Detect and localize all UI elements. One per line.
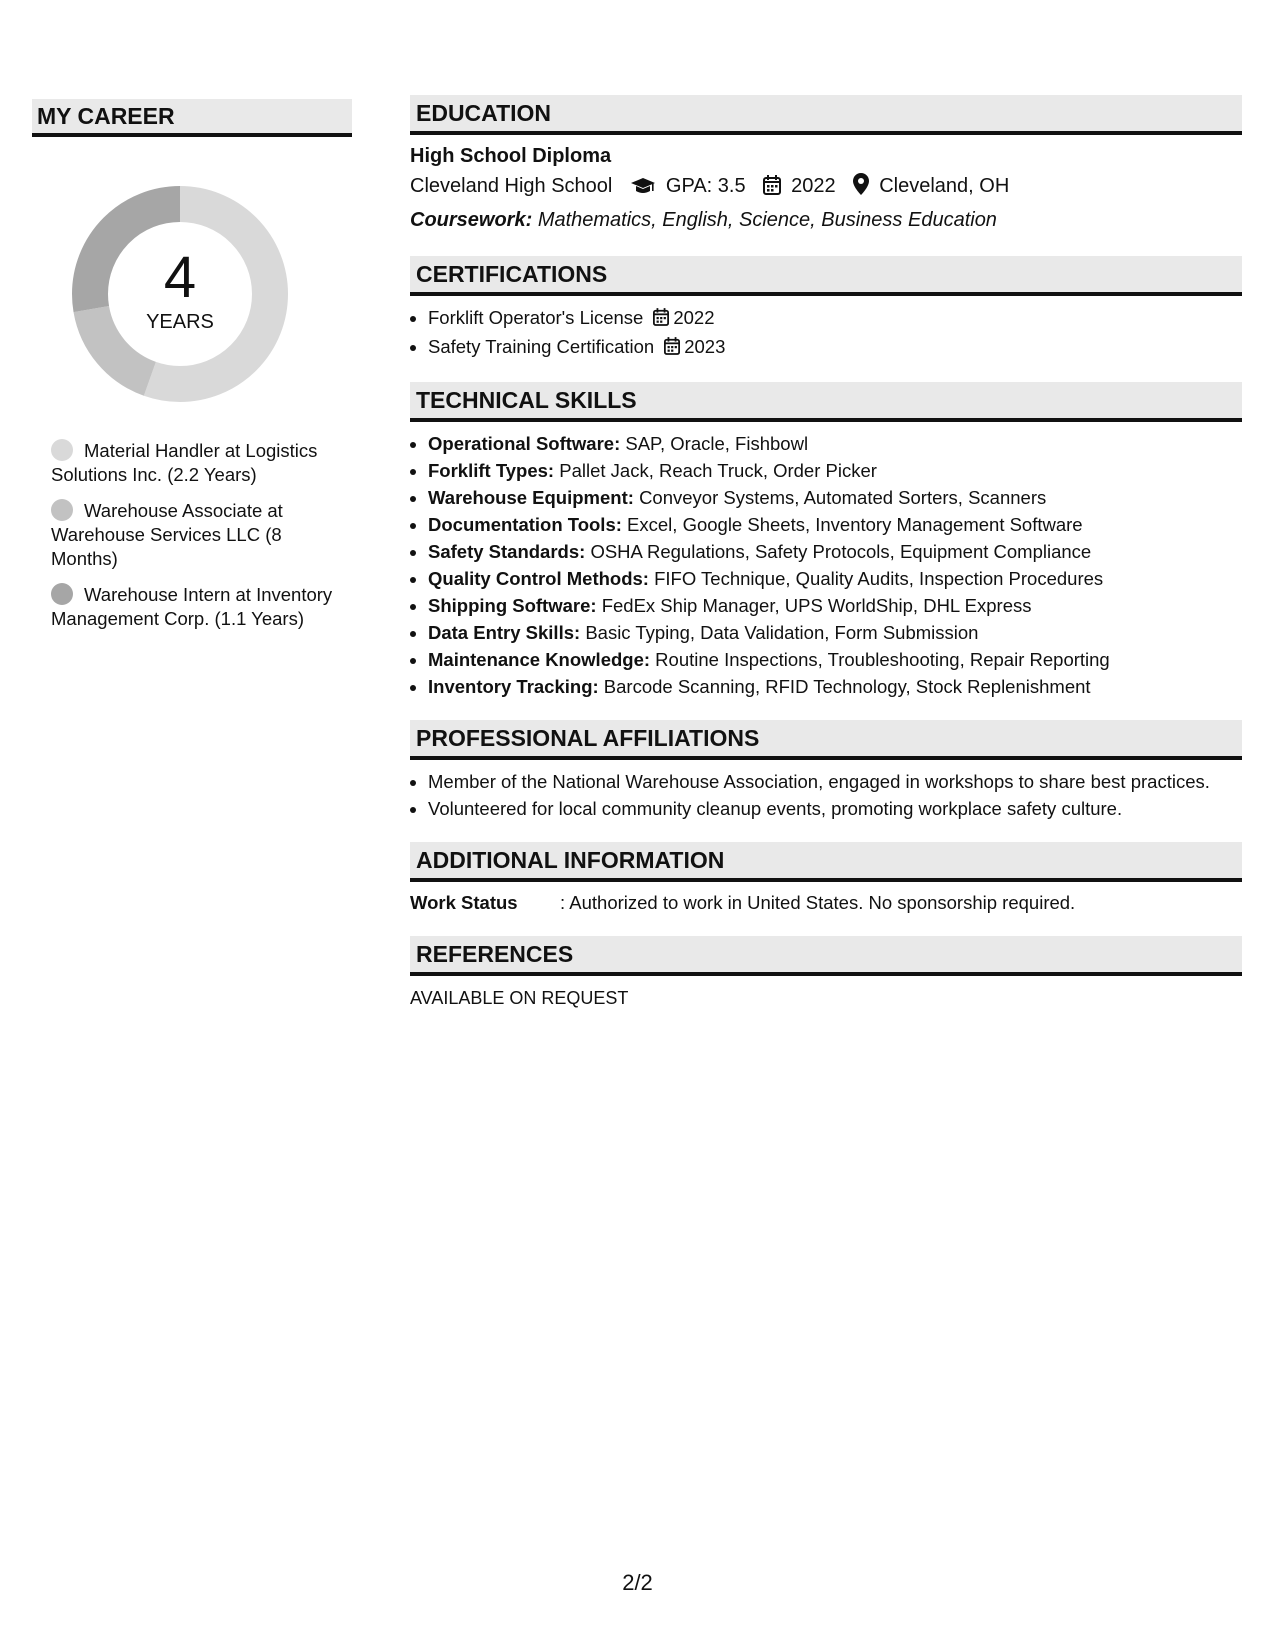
coursework-list: Mathematics, English, Science, Business Education xyxy=(537,209,997,231)
certifications-section xyxy=(410,256,1242,362)
skill-label: Documentation Tools: xyxy=(428,514,622,535)
skills-section xyxy=(410,382,1242,700)
list-item xyxy=(428,619,1242,646)
legend-text: Warehouse Intern at Inventory Management Corp. (1.1 Years) xyxy=(51,584,333,629)
skill-label: Inventory Tracking: xyxy=(428,676,599,697)
graduation-year: 2022 xyxy=(791,175,836,197)
skill-value: FIFO Technique, Quality Audits, Inspection Procedures xyxy=(654,568,1104,589)
years-unit: YEARS xyxy=(146,311,214,333)
skill-value: Barcode Scanning, RFID Technology, Stock Replenishment xyxy=(603,676,1091,697)
skill-value: OSHA Regulations, Safety Protocols, Equipment Compliance xyxy=(590,541,1092,562)
skill-value: Conveyor Systems, Automated Sorters, Scanners xyxy=(639,487,1047,508)
calendar-icon xyxy=(664,335,680,362)
list-item xyxy=(428,304,1242,333)
coursework-label: Coursework: xyxy=(410,209,533,231)
certifications-heading: CERTIFICATIONS xyxy=(410,256,1242,296)
skill-label: Warehouse Equipment: xyxy=(428,487,634,508)
work-status-label: Work Status xyxy=(410,892,518,913)
skills-heading: TECHNICAL SKILLS xyxy=(410,382,1242,422)
references-text: AVAILABLE ON REQUEST xyxy=(410,988,629,1008)
list-item xyxy=(428,430,1242,457)
skill-label: Forklift Types: xyxy=(428,460,555,481)
certification-name: Safety Training Certification xyxy=(428,336,655,357)
references-heading: REFERENCES xyxy=(410,936,1242,976)
skill-label: Shipping Software: xyxy=(428,595,597,616)
additional-info-heading: ADDITIONAL INFORMATION xyxy=(410,842,1242,882)
skill-value: Routine Inspections, Troubleshooting, Repair Reporting xyxy=(655,649,1110,670)
list-item xyxy=(428,484,1242,511)
career-heading: MY CAREER xyxy=(32,99,352,137)
school-name: Cleveland High School xyxy=(410,175,613,197)
donut-center xyxy=(65,179,295,409)
career-donut-chart xyxy=(65,179,295,409)
additional-info-section xyxy=(410,842,1242,916)
education-heading: EDUCATION xyxy=(410,95,1242,135)
skill-label: Maintenance Knowledge: xyxy=(428,649,651,670)
skill-value: SAP, Oracle, Fishbowl xyxy=(625,433,809,454)
legend-dot-icon xyxy=(51,439,73,461)
affiliations-section xyxy=(410,720,1242,822)
certification-year: 2022 xyxy=(673,307,715,328)
list-item: • Volunteered for local community cleanup events, promoting workplace safety culture. xyxy=(428,795,1242,822)
certification-name: Forklift Operator's License xyxy=(428,307,644,328)
legend-text: Material Handler at Logistics Solutions Inc. (2.2 Years) xyxy=(51,440,318,485)
legend-item xyxy=(51,499,341,571)
skill-label: Safety Standards: xyxy=(428,541,586,562)
education-entry xyxy=(410,135,1242,236)
gpa: GPA: 3.5 xyxy=(665,175,746,197)
legend-item xyxy=(51,439,341,487)
legend-text: Warehouse Associate at Warehouse Services LLC (8 Months) xyxy=(51,500,283,569)
legend-dot-icon xyxy=(51,499,73,521)
skill-value: Basic Typing, Data Validation, Form Submission xyxy=(585,622,979,643)
references-section xyxy=(410,936,1242,1010)
list-item xyxy=(428,565,1242,592)
list-item: • Member of the National Warehouse Association, engaged in workshops to share best practices. xyxy=(428,768,1242,795)
legend-dot-icon xyxy=(51,583,73,605)
skill-label: Quality Control Methods: xyxy=(428,568,649,589)
skill-label: Data Entry Skills: xyxy=(428,622,581,643)
location: Cleveland, OH xyxy=(879,175,1010,197)
affiliations-heading: PROFESSIONAL AFFILIATIONS xyxy=(410,720,1242,760)
list-item xyxy=(428,646,1242,673)
work-status-value: : Authorized to work in United States. No sponsorship required. xyxy=(560,892,1076,913)
calendar-icon xyxy=(653,306,669,333)
main-column xyxy=(410,95,1242,1010)
education-section xyxy=(410,95,1242,236)
certifications-list xyxy=(410,304,1242,362)
map-pin-icon xyxy=(853,173,869,205)
skills-list xyxy=(410,430,1242,700)
skill-label: Operational Software: xyxy=(428,433,621,454)
work-status-row xyxy=(410,890,1242,916)
legend-item xyxy=(51,583,341,631)
graduation-cap-icon xyxy=(630,174,656,205)
skill-value: Excel, Google Sheets, Inventory Management Software xyxy=(627,514,1083,535)
calendar-icon xyxy=(763,174,781,205)
list-item xyxy=(428,511,1242,538)
page-number: 2/2 xyxy=(622,1570,653,1595)
skill-value: Pallet Jack, Reach Truck, Order Picker xyxy=(559,460,877,481)
skill-value: FedEx Ship Manager, UPS WorldShip, DHL Express xyxy=(601,595,1032,616)
coursework xyxy=(410,205,1242,236)
education-details xyxy=(410,171,1242,205)
list-item xyxy=(428,333,1242,362)
certification-year: 2023 xyxy=(684,336,726,357)
list-item xyxy=(428,673,1242,700)
list-item xyxy=(428,457,1242,484)
years-number: 4 xyxy=(163,245,197,310)
sidebar xyxy=(32,99,352,643)
list-item xyxy=(428,592,1242,619)
list-item xyxy=(428,538,1242,565)
career-legend xyxy=(51,439,341,631)
affiliations-list xyxy=(410,768,1242,822)
degree-title: High School Diploma xyxy=(410,145,612,167)
